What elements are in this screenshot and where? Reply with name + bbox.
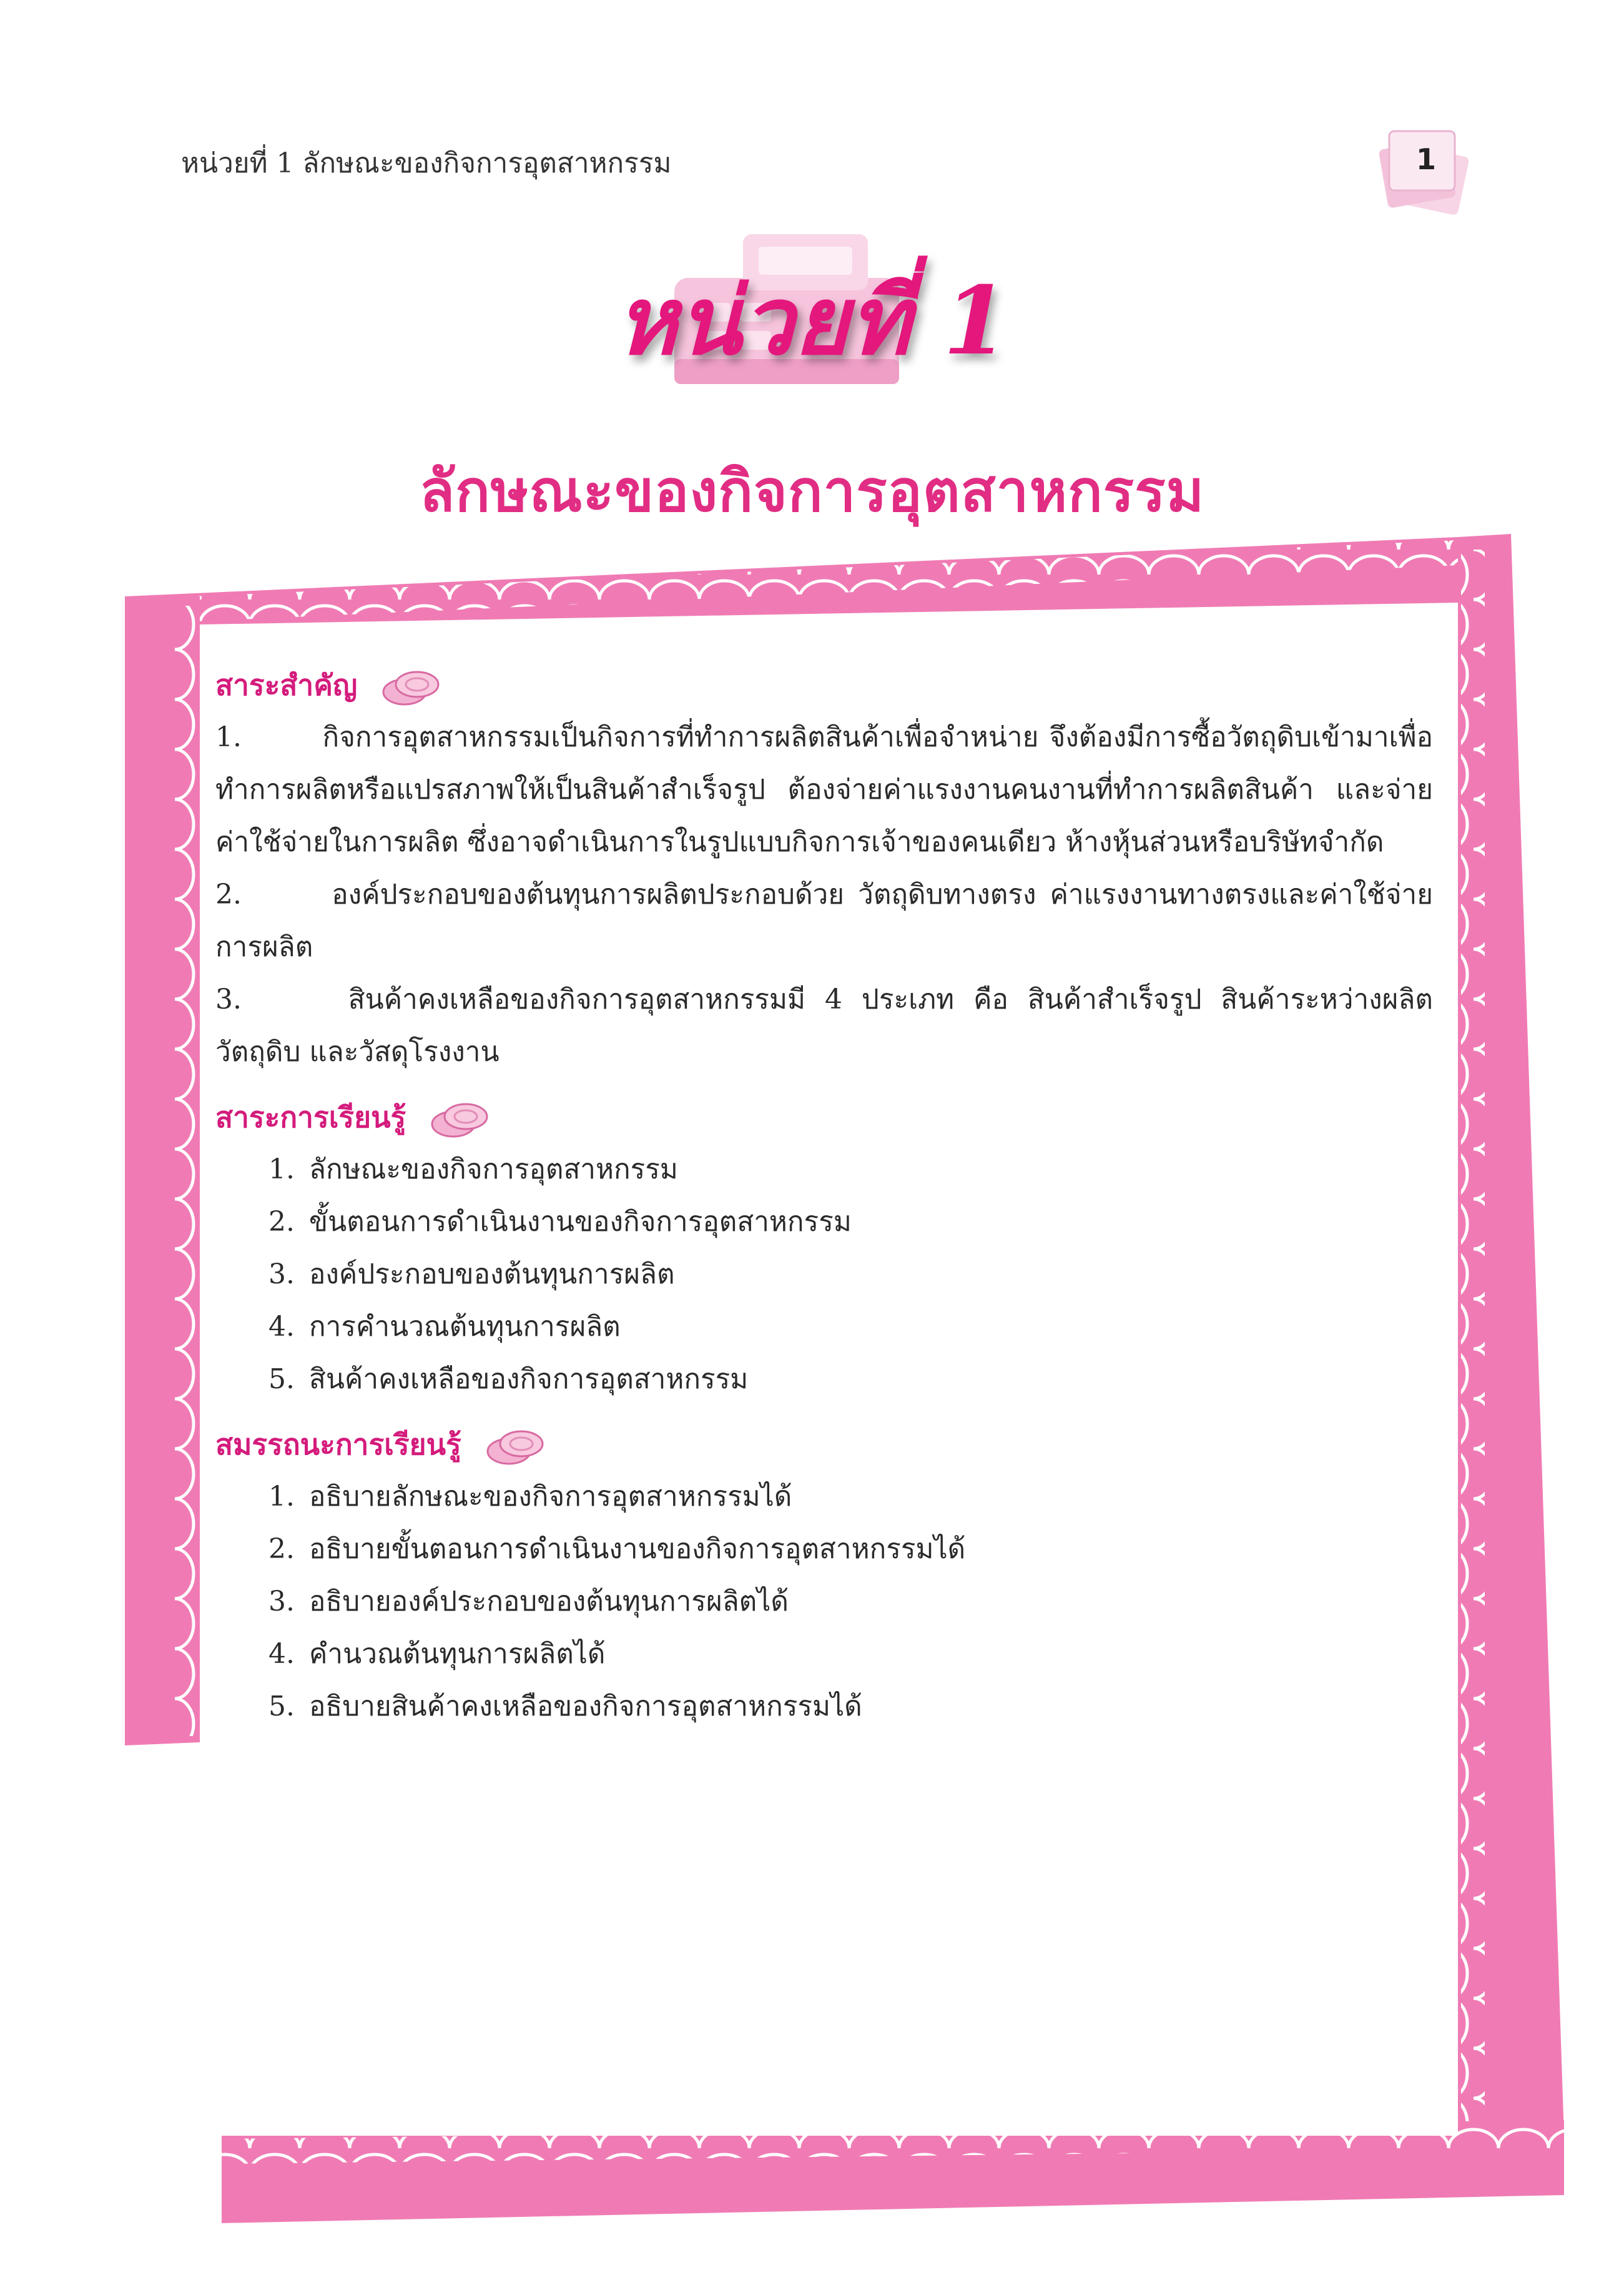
competency-item: 5. อธิบายสินค้าคงเหลือของกิจการอุตสาหกรรมได้ <box>268 1690 862 1722</box>
coins-icon <box>421 1095 496 1139</box>
section-heading-learning-content <box>215 1091 1433 1143</box>
section-heading-competencies <box>215 1418 1433 1471</box>
learning-content-item: 3. องค์ประกอบของต้นทุนการผลิต <box>268 1258 675 1290</box>
page-number: 1 <box>1415 142 1436 176</box>
learning-content-heading: สาระการเรียนรู้ <box>215 1100 406 1134</box>
competencies-heading: สมรรถนะการเรียนรู้ <box>215 1428 461 1461</box>
competency-item: 3. อธิบายองค์ประกอบของต้นทุนการผลิตได้ <box>268 1586 789 1617</box>
key-concept-item: 3. สินค้าคงเหลือของกิจการอุตสาหกรรมมี 4 ประเภท คือ สินค้าสำเร็จรูป สินค้าระหว่างผลิต วัตถุดิบ และวัสดุโรงงาน <box>215 984 1433 1068</box>
coins-icon <box>476 1423 551 1466</box>
section-heading-key-concepts <box>215 659 1433 711</box>
key-concept-item: 1. กิจการอุตสาหกรรมเป็นกิจการที่ทำการผลิตสินค้าเพื่อจำหน่าย จึงต้องมีการซื้อวัตถุดิบเข้ามาเพื่อทำการผลิตหรือแปรสภาพให้เป็นสินค้าสำเร็จรูป ต้องจ่ายค่าแรงงานคนงานที่ทำการผลิตสินค้า และจ่ายค่าใช้จ่ายในการผลิต ซึ่งอาจดำเนินการในรูปแบบกิจการเจ้าของคนเดียว ห้างหุ้นส่วนหรือบริษัทจำกัด <box>215 721 1433 858</box>
learning-content-item: 4. การคำนวณต้นทุนการผลิต <box>268 1311 621 1343</box>
chapter-title: ลักษณะของกิจการอุตสาหกรรม <box>419 457 1205 525</box>
coins-icon <box>372 663 447 707</box>
unit-title: หน่วยที่ 1 <box>615 266 1008 376</box>
content-panel <box>215 659 1433 1733</box>
competency-item: 4. คำนวณต้นทุนการผลิตได้ <box>268 1638 606 1670</box>
competency-item: 2. อธิบายขั้นตอนการดำเนินงานของกิจการอุตสาหกรรมได้ <box>268 1533 966 1565</box>
key-concept-item: 2. องค์ประกอบของต้นทุนการผลิตประกอบด้วย วัตถุดิบทางตรง ค่าแรงงานทางตรงและค่าใช้จ่ายการผลิต <box>215 879 1433 963</box>
learning-content-item: 5. สินค้าคงเหลือของกิจการอุตสาหกรรม <box>268 1363 749 1395</box>
learning-content-item: 1. ลักษณะของกิจการอุตสาหกรรม <box>268 1153 678 1185</box>
competency-item: 1. อธิบายลักษณะของกิจการอุตสาหกรรมได้ <box>268 1481 792 1513</box>
running-head: หน่วยที่ 1 ลักษณะของกิจการอุตสาหกรรม <box>181 147 672 179</box>
key-concepts-heading: สาระสำคัญ <box>215 668 358 702</box>
learning-content-item: 2. ขั้นตอนการดำเนินงานของกิจการอุตสาหกรรม <box>268 1206 852 1238</box>
